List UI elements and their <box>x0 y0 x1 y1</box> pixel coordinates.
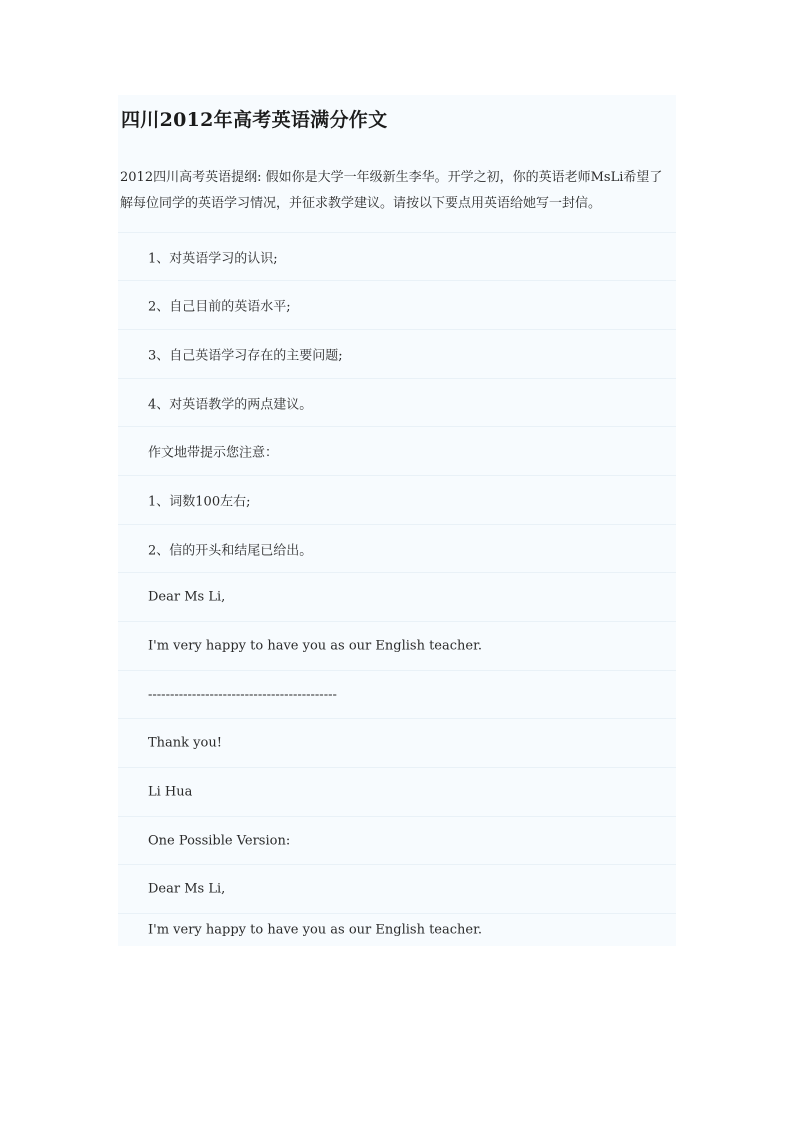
text-line <box>118 718 676 766</box>
line-text: Dear Ms Li, <box>148 881 226 896</box>
text-line <box>118 913 676 946</box>
line-text: Dear Ms Li, <box>148 589 226 604</box>
text-line <box>118 426 676 474</box>
text-line <box>118 378 676 426</box>
line-text: 2、自己目前的英语水平; <box>148 299 291 314</box>
text-line <box>118 232 676 280</box>
text-line <box>118 329 676 377</box>
document-page <box>118 95 676 946</box>
line-text: ------------------------------------------- <box>148 687 337 702</box>
line-text: 4、对英语教学的两点建议。 <box>148 397 313 412</box>
text-line <box>118 864 676 912</box>
text-line <box>118 524 676 572</box>
text-line <box>118 767 676 815</box>
line-text: One Possible Version: <box>148 833 291 848</box>
text-line <box>118 670 676 718</box>
line-text: 1、词数100左右; <box>148 494 251 509</box>
text-line <box>118 621 676 669</box>
line-text: 3、自己英语学习存在的主要问题; <box>148 348 343 363</box>
line-text: Li Hua <box>148 784 193 799</box>
text-line <box>118 475 676 523</box>
document-title: 四川2012年高考英语满分作文 <box>121 109 388 131</box>
line-text: 2、信的开头和结尾已给出。 <box>148 543 313 558</box>
text-line <box>118 816 676 864</box>
line-text: 作文地带提示您注意： <box>148 445 279 460</box>
text-line <box>118 280 676 328</box>
text-line <box>118 572 676 620</box>
line-text: I'm very happy to have you as our English teacher. <box>148 922 483 938</box>
prompt-paragraph: 2012四川高考英语提纲: 假如你是大学一年级新生李华。开学之初，你的英语老师MsLi希望了解每位同学的英语学习情况，并征求教学建议。请按以下要点用英语给她写一封信。 <box>120 170 663 211</box>
line-text: I'm very happy to have you as our English teacher. <box>148 638 483 653</box>
line-text: Thank you! <box>148 735 222 750</box>
line-text: 1、对英语学习的认识; <box>148 251 278 266</box>
